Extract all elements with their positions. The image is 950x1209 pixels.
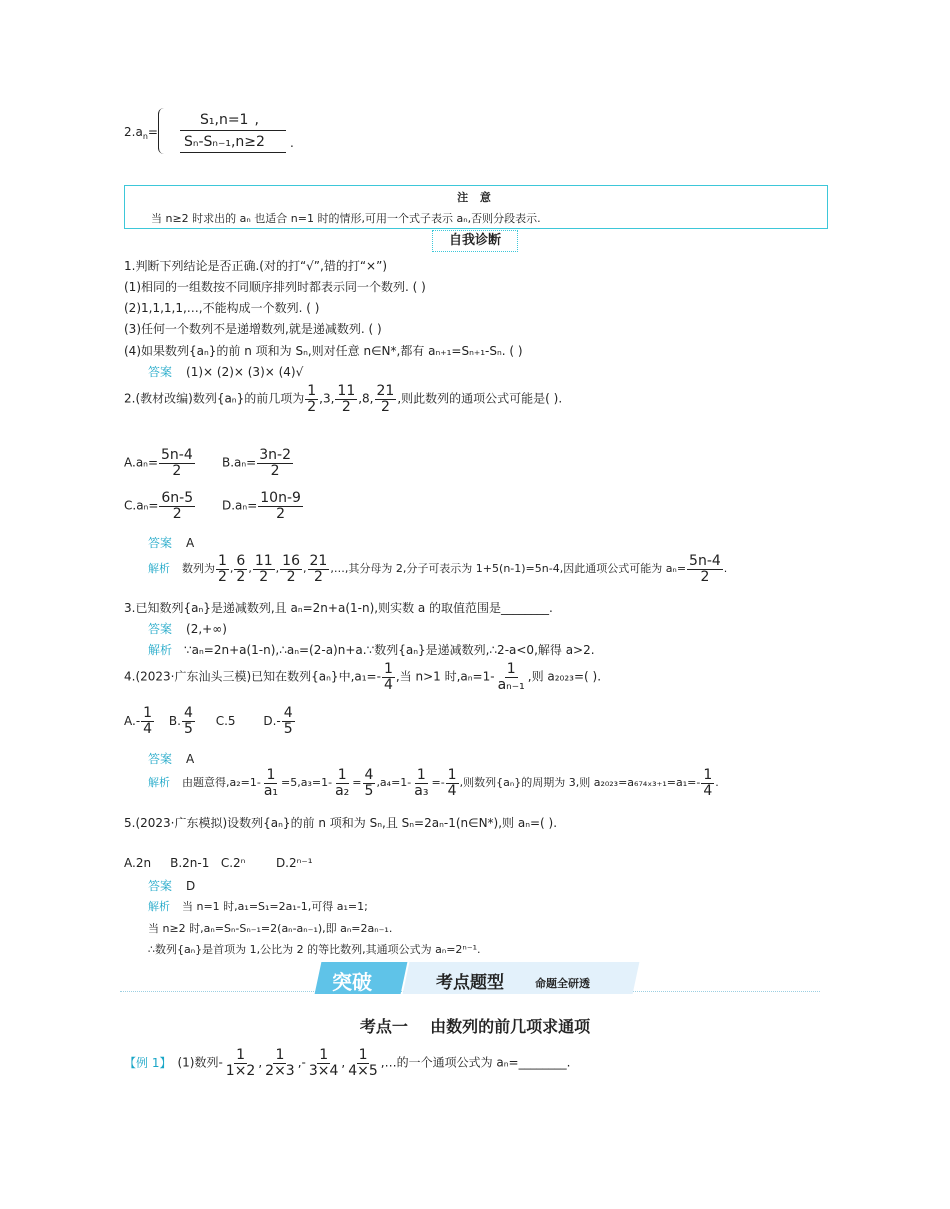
self-diagnosis-label: 自我诊断 [432,230,518,252]
formula-2-row1: S₁,n=1 , [200,112,259,128]
q3-answer: 答案 (2,+∞) [148,622,227,636]
q1-answer: 答案 (1)× (2)× (3)× (4)√ [148,365,304,379]
q1-stem: 1.判断下列结论是否正确.(对的打“√”,错的打“×”) [124,259,388,273]
note-text: 当 n≥2 时求出的 aₙ 也适合 n=1 时的情形,可用一个式子表示 aₙ,否则分段表示. [151,212,541,225]
q1-item-4: (4)如果数列{aₙ}的前 n 项和为 Sₙ,则对任意 n∈N*,都有 aₙ₊₁=Sₙ₊₁-Sₙ. ( ) [124,344,523,358]
example-label: 【例 1】 [124,1055,172,1070]
q2-stem: 2.(教材改编)数列{aₙ}的前几项为 $\frac{1}{2}$ ,3, $\frac{11}{2}$ ,8, $\frac{21}{2}$ ,则此数列的通项公式可能是( ). [124,383,563,415]
q5-solution-2: 当 n≥2 时,aₙ=Sₙ-Sₙ₋₁=2(aₙ-aₙ₋₁),即 aₙ=2aₙ₋₁. [148,922,393,935]
example-1: 【例 1】 (1)数列- $\frac{1}{1\times 2}$ , $\frac{1}{2\times 3}$ ,- $\frac{1}{3\times 4}$ , $\frac{1}{4\times 5}$ ,…的一个通项公式为 aₙ=________. [124,1047,571,1079]
q5-options: A.2n B.2n-1 C.2ⁿ D.2ⁿ⁻¹ [124,856,313,870]
q4-options [124,706,296,736]
note-title: 注 意 [457,191,495,204]
formula-2-row2: Sₙ-Sₙ₋₁,n≥2 [184,134,265,150]
q5-stem: 5.(2023·广东模拟)设数列{aₙ}的前 n 项和为 Sₙ,且 Sₙ=2aₙ-1(n∈N*),则 aₙ=( ). [124,816,558,830]
q5-answer: 答案 D [148,879,196,893]
q4-option-b: B. $\frac{4}{5}$ [168,705,193,737]
note-box [124,185,828,229]
q1-item-2: (2)1,1,1,1,…,不能构成一个数列. ( ) [124,301,320,315]
q2-answer: 答案 A [148,536,195,550]
q3-solution: 解析 ∵aₙ=2n+a(1-n),∴aₙ=(2-a)n+a.∵数列{aₙ}是递减数列,∴2-a<0,解得 a>2. [148,643,595,657]
q1-item-3: (3)任何一个数列不是递增数列,就是递减数列. ( ) [124,322,382,336]
q3-stem: 3.已知数列{aₙ}是递减数列,且 aₙ=2n+a(1-n),则实数 a 的取值范围是________. [124,601,553,615]
section-title: 考点一 由数列的前几项求通项 [359,1017,591,1036]
q4-option-c: C.5 [215,713,236,728]
q4-solution: 解析 由题意得,a₂=1- $\frac{1}{\text{a₁}}$ =5,a₃=1- $\frac{1}{\text{a₂}}$ = $\frac{4}{5}$ ,a₄=1- $\frac{1}{\text{a₃}}$ =- $\frac{1}{4}$ ,则数列{aₙ}的周期为 3,则 a₂₀₂₃=a₆₇₄ₓ₃₊₁=a₁=- $\frac{1}{4}$ . [148,767,719,799]
q5-solution-1: 解析 当 n=1 时,a₁=S₁=2a₁-1,可得 a₁=1; [148,900,368,913]
q1-item-1: (1)相同的一组数按不同顺序排列时都表示同一个数列. ( ) [124,280,426,294]
q4-answer: 答案 A [148,752,195,766]
q2-option-c: C.aₙ= $\frac{6n-5}{2}$ [124,490,194,522]
formula-2-prefix: $2.a_n=$ [124,125,158,141]
q2-option-b: B.aₙ= $\frac{3n-2}{2}$ [222,447,291,479]
banner-subtitle: 命题全研透 [535,977,590,990]
formula-2-line1 [180,130,286,131]
formula-2-line2 [180,152,286,153]
q4-option-d: D.- $\frac{4}{5}$ [263,705,293,737]
q2-solution: 解析 数列为 $\frac{1}{2}$ , $\frac{6}{2}$ , $\frac{11}{2}$ , $\frac{16}{2}$ , $\frac{21}{2}$ ,…,其分母为 2,分子可表示为 1+5(n-1)=5n-4,因此通项公式可能为 aₙ= $\frac{5n-4}{2}$ . [148,553,728,585]
q2-option-d: D.aₙ= $\frac{10n-9}{2}$ [222,490,301,522]
q2-option-a: A.aₙ= $\frac{5n-4}{2}$ [124,447,193,479]
banner-left-text: 突破 [332,970,372,994]
formula-2-period: . [290,136,294,150]
q5-solution-3: ∴数列{aₙ}是首项为 1,公比为 2 的等比数列,其通项公式为 aₙ=2ⁿ⁻¹. [148,943,481,956]
q4-stem: 4.(2023·广东汕头三模)已知在数列{aₙ}中,a₁=- $\frac{1}{4}$ ,当 n>1 时,aₙ=1- $\frac{1}{\text{aₙ₋₁}}$ ,则 a₂₀₂₃=( ). [124,661,602,693]
q4-option-a: A.- $\frac{1}{4}$ [124,705,153,737]
banner-title: 考点题型 [436,973,504,993]
